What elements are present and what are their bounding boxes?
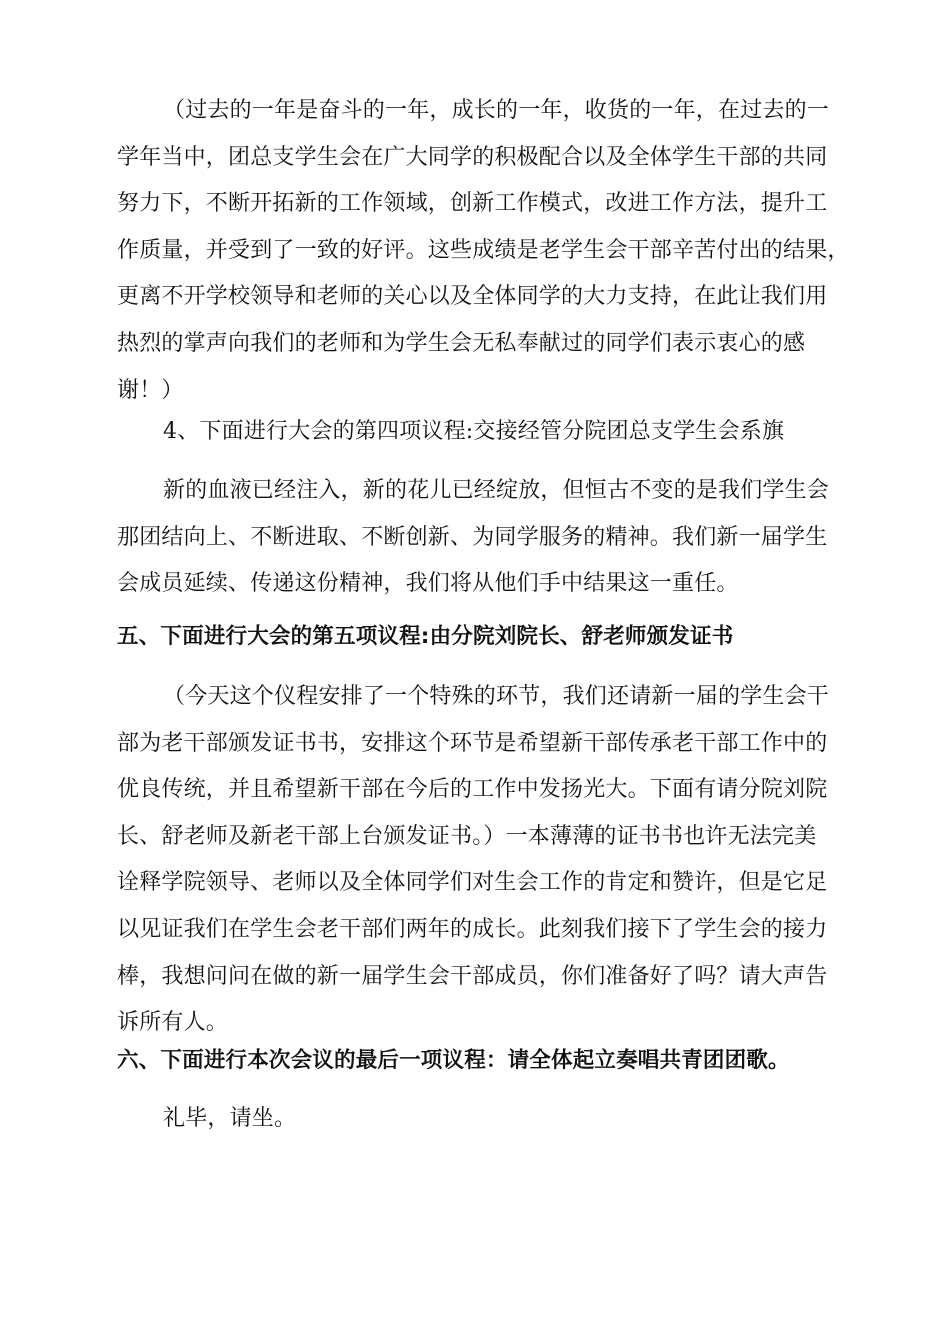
- paragraph-line: 学年当中，团总支学生会在广大同学的积极配合以及全体学生干部的共同: [117, 144, 828, 170]
- paragraph-line: 棒，我想问问在做的新一届学生会干部成员，你们准备好了吗？请大声告: [117, 963, 828, 989]
- paragraph-line: 以见证我们在学生会老干部们两年的成长。此刻我们接下了学生会的接力: [117, 916, 828, 942]
- section-heading: 六、下面进行本次会议的最后一项议程：请全体起立奏唱共青团团歌。: [117, 1048, 790, 1073]
- heading-5: [117, 614, 845, 661]
- paragraph-line: 更离不开学校领导和老师的关心以及全体同学的大力支持，在此让我们用: [117, 284, 828, 310]
- paragraph-line: 作质量，并受到了一致的好评。这些成绩是老学生会干部辛苦付出的结果，: [117, 237, 850, 263]
- paragraph-line: 热烈的掌声向我们的老师和为学生会无私奉献过的同学们表示衷心的感: [117, 330, 806, 356]
- paragraph-1: [117, 88, 850, 414]
- paragraph-line: 努力下，不断开拓新的工作领域，创新工作模式，改进工作方法，提升工: [117, 191, 828, 217]
- paragraph-line: 谢！）: [117, 377, 184, 403]
- paragraph-line: 长、舒老师及新老干部上台颁发证书。）一本薄薄的证书书也许无法完美: [117, 823, 817, 849]
- agenda-item-4: [117, 409, 845, 456]
- agenda-line: 4、下面进行大会的第四项议程:交接经管分院团总支学生会系旗: [163, 419, 785, 444]
- paragraph-line: 部为老干部颁发证书书，安排这个环节是希望新干部传承老干部工作中的: [117, 730, 828, 756]
- paragraph-line: 礼毕，请坐。: [163, 1106, 297, 1131]
- paragraph-line: 诠释学院领导、老师以及全体同学们对生会工作的肯定和赞许，但是它足: [117, 870, 828, 896]
- paragraph-line: 新的血液已经注入，新的花儿已经绽放，但恒古不变的是我们学生会: [163, 478, 830, 503]
- paragraph-3: [117, 674, 845, 1047]
- paragraph-2: [117, 468, 845, 608]
- paragraph-line: （今天这个仪程安排了一个特殊的环节，我们还请新一届的学生会干: [163, 684, 830, 709]
- paragraph-line: 诉所有人。: [117, 1010, 229, 1036]
- paragraph-line: 优良传统，并且希望新干部在今后的工作中发扬光大。下面有请分院刘院: [117, 777, 828, 803]
- paragraph-line: 会成员延续、传递这份精神，我们将从他们手中结果这一重任。: [117, 571, 739, 597]
- section-heading: 五、下面进行大会的第五项议程:由分院刘院长、舒老师颁发证书: [117, 624, 734, 649]
- heading-6: [117, 1038, 845, 1085]
- closing-paragraph: [117, 1096, 845, 1143]
- paragraph-line: （过去的一年是奋斗的一年，成长的一年，收货的一年，在过去的一: [163, 98, 830, 123]
- paragraph-line: 那团结向上、不断进取、不断创新、为同学服务的精神。我们新一届学生: [117, 524, 828, 550]
